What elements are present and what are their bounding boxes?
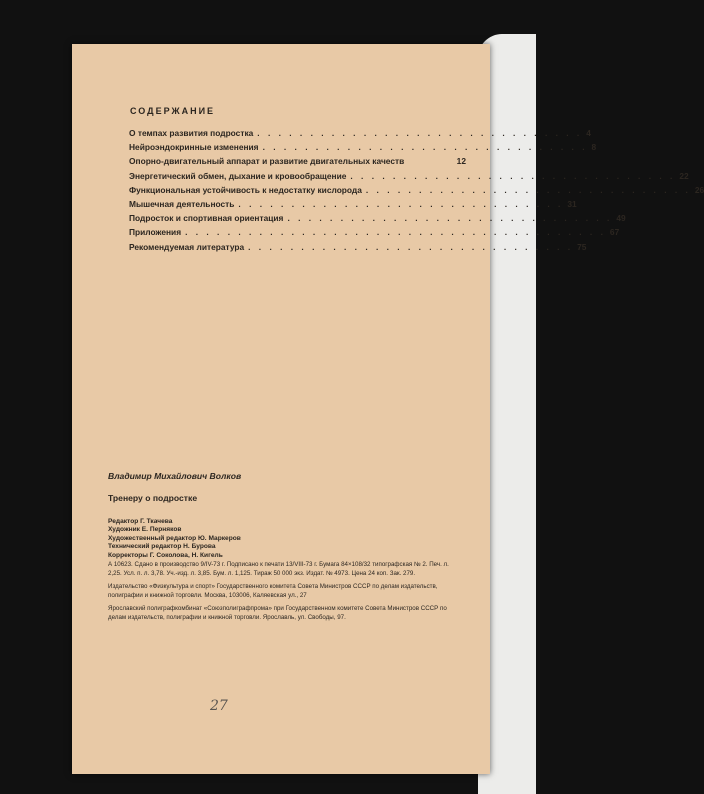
toc-entry-page: 31 <box>567 198 577 209</box>
imprint-production-info: А 10623. Сдано в производство 9/IV-73 г. Подписано к печати 13/VIII-73 г. Бумага 84×108/32 типографская № 2. Печ. л. 2,25. Усл. п. л. 3,78. Уч.-изд. л. 3,85. Бум. л. 1,125. Тираж 50 000 экз. Издат. № 4973. Цена 24 коп. Зак. 279. <box>108 561 449 577</box>
toc-entry <box>129 241 587 256</box>
toc-entry-title: Нейроэндокринные изменения <box>129 142 259 153</box>
toc-leader-dots: . . . . . . . . . . . . . . . . . . . . . . . . . . . . . . . . . . . . . . . . <box>185 227 606 238</box>
toc-entry-page: 12 <box>456 156 466 167</box>
toc-entry-page: 26 <box>694 184 704 195</box>
book-title: Тренеру о подростке <box>108 493 198 503</box>
toc-entry-title: Мышечная деятельность <box>129 198 235 209</box>
toc-entry-title: Энергетический обмен, дыхание и кровообращение <box>129 170 347 181</box>
author-name: Владимир Михайлович Волков <box>108 471 242 481</box>
toc-leader-dots: . . . . . . . . . . . . . . . . . . . . . . . . . . . . . . . <box>248 241 574 252</box>
toc-entry <box>129 156 466 170</box>
toc-entry-page: 4 <box>586 128 591 138</box>
toc-entry <box>129 184 704 199</box>
toc-entry-title: Приложения <box>129 227 182 238</box>
toc-entry-page: 8 <box>591 142 597 153</box>
toc-entry-title: Подросток и спортивная ориентация <box>129 213 284 224</box>
imprint-block <box>108 561 463 628</box>
toc-entry-page: 67 <box>609 227 620 238</box>
credits-block <box>108 518 241 560</box>
toc-entry-page: 22 <box>679 170 689 181</box>
toc-entry-title: Рекомендуемая литература <box>129 241 245 252</box>
toc-entry-title: Функциональная устойчивость к недостатку кислорода <box>129 184 362 195</box>
toc-heading: СОДЕРЖАНИЕ <box>130 106 216 116</box>
imprint-publisher: Издательство «Физкультура и спорт» Государственного комитета Совета Министров СССР по делам издательств, полиграфии и книжной торговли. Москва, 103006, Каляевская ул., 27 <box>108 583 438 599</box>
toc-entry-title: О темпах развития подростка <box>129 128 254 138</box>
toc-leader-dots: . . . . . . . . . . . . . . . . . . . . . . . . . . . . . . . <box>350 170 676 181</box>
credit-line: Художник Е. Перняков <box>108 526 182 534</box>
credit-line: Корректоры Г. Соколова, Н. Кигель <box>108 551 223 559</box>
credit-line: Художественный редактор Ю. Маркеров <box>108 534 241 542</box>
toc-leader-dots: . . . . . . . . . . . . . . . . . . . . . . . . . . . . . . . <box>238 198 564 209</box>
credit-line: Технический редактор Н. Бурова <box>108 543 216 551</box>
handwritten-note: 27 <box>210 698 228 714</box>
toc-entry <box>129 128 591 142</box>
toc-leader-dots: . . . . . . . . . . . . . . . . . . . . . . . . . . . . . . . <box>287 213 613 224</box>
toc-entry <box>129 142 597 156</box>
toc-entry-page: 75 <box>577 241 587 252</box>
toc-entry <box>129 213 626 227</box>
book-page <box>72 44 704 774</box>
imprint-printer: Ярославский полиграфкомбинат «Союзполиграфпрома» при Государственном комитете Совета Министров СССР по делам издательств, полиграфии и книжной торговли. Ярославль, ул. Свободы, 97. <box>108 605 447 621</box>
table-of-contents <box>129 128 704 256</box>
toc-entry <box>129 170 689 185</box>
toc-leader-dots: . . . . . . . . . . . . . . . . . . . . . . . . . . . . . . . <box>262 142 588 153</box>
toc-entry <box>129 227 620 241</box>
toc-leader-dots: . . . . . . . . . . . . . . . . . . . . . . . . . . . . . . . <box>257 128 583 138</box>
toc-entry <box>129 198 577 213</box>
toc-entry-title: Опорно-двигательный аппарат и развитие двигательных качеств <box>129 156 405 167</box>
credit-line: Редактор Г. Ткачева <box>108 518 173 525</box>
toc-entry-page: 49 <box>616 213 626 224</box>
toc-leader-dots: . . . . . . . . . . . . . . . . . . . . . . . . . . . . . . . <box>365 184 691 195</box>
